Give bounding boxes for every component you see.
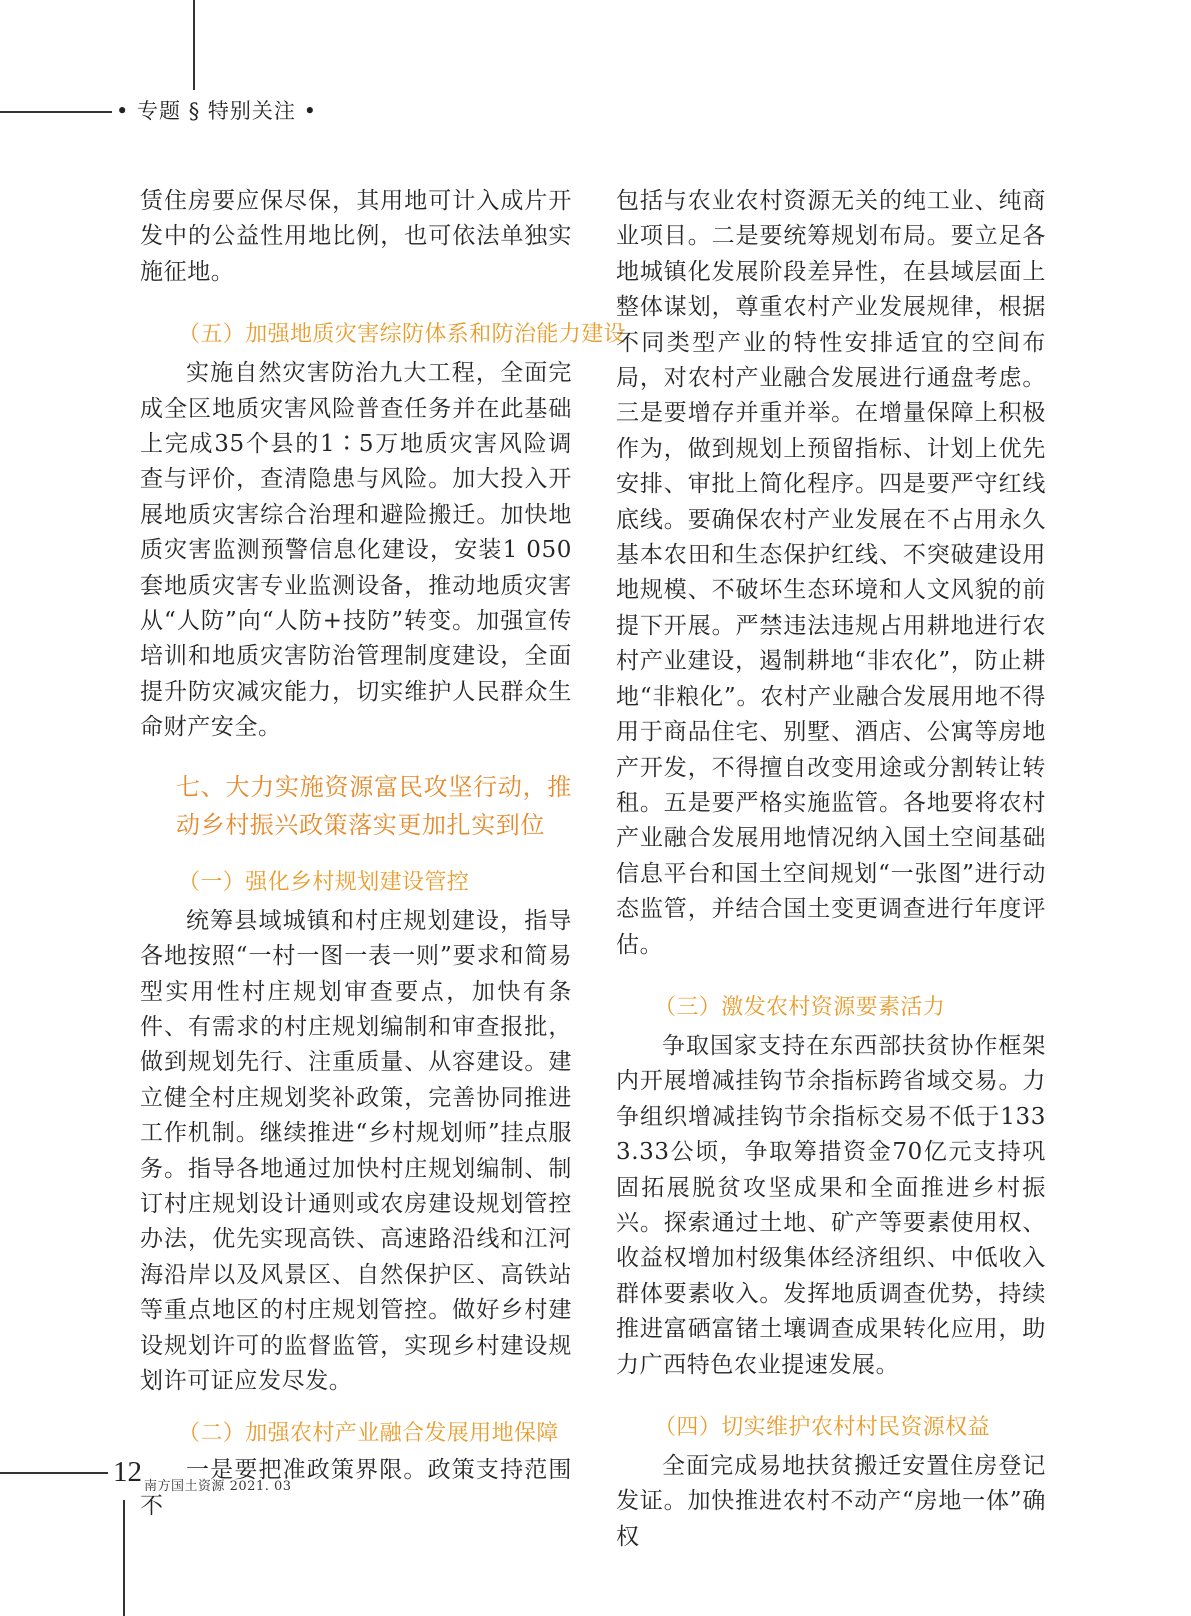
page-number: 12	[113, 1456, 142, 1488]
paragraph: 实施自然灾害防治九大工程，全面完成全区地质灾害风险普查任务并在此基础上完成35个县的1∶5万地质灾害风险调查与评价，查清隐患与风险。加大投入开展地质灾害综合治理和避险搬迁。加快地质灾害监测预警信息化建设，安装1 050套地质灾害专业监测设备，推动地质灾害从“人防”向“人防+技防”转变。加强宣传培训和地质灾害防治管理制度建设，全面提升防灾减灾能力，切实维护人民群众生命财产安全。	[140, 360, 572, 741]
right-column	[616, 184, 1046, 1555]
paragraph: 一是要把准政策界限。政策支持范围不	[140, 1457, 572, 1519]
paragraph: 争取国家支持在东西部扶贫协作框架内开展增减挂钩节余指标跨省域交易。力争组织增减挂钩节余指标交易不低于1333.33公顷，争取筹措资金70亿元支持巩固拓展脱贫攻坚成果和全面推进乡村振兴。探索通过土地、矿产等要素使用权、收益权增加村级集体经济组织、中低收入群体要素收入。发挥地质调查优势，持续推进富硒富锗土壤调查成果转化应用，助力广西特色农业提速发展。	[616, 1032, 1046, 1378]
subsection-heading: （四）切实维护农村村民资源权益	[654, 1415, 991, 1440]
header-vertical-rule	[193, 0, 195, 90]
paragraph: 统筹县域城镇和村庄规划建设，指导各地按照“一村一图一表一则”要求和简易型实用性村庄规划审查要点，加快有条件、有需求的村庄规划编制和审查报批，做到规划先行、注重质量、从容建设。建立健全村庄规划奖补政策，完善协同推进工作机制。继续推进“乡村规划师”挂点服务。指导各地通过加快村庄规划编制、制订村庄规划设计通则或农房建设规划管控办法，优先实现高铁、高速路沿线和江河海沿岸以及风景区、自然保护区、高铁站等重点地区的村庄规划管控。做好乡村建设规划许可的监督监管，实现乡村建设规划许可证应发尽发。	[140, 907, 572, 1394]
footer-vertical-rule	[123, 1500, 125, 1616]
subsection-heading: （二）加强农村产业融合发展用地保障	[178, 1421, 559, 1447]
subsection-heading: （三）激发农村资源要素活力	[654, 994, 946, 1020]
footer-horizontal-rule	[0, 1472, 108, 1474]
left-column	[140, 184, 627, 1524]
column-header-label: • 专题 § 特别关注 •	[116, 99, 317, 123]
paragraph: 包括与农业农村资源无关的纯工业、纯商业项目。二是要统筹规划布局。要立足各地城镇化发展阶段差异性，在县域层面上整体谋划，尊重农村产业发展规律，根据不同类型产业的特性安排适宜的空间布局，对农村产业融合发展进行通盘考虑。三是要增存并重并举。在增量保障上积极作为，做到规划上预留指标、计划上优先安排、审批上简化程序。四是要严守红线底线。要确保农村产业发展在不占用永久基本农田和生态保护红线、不突破建设用地规模、不破坏生态环境和人文风貌的前提下开展。严禁违法违规占用耕地进行农村产业建设，遏制耕地“非农化”，防止耕地“非粮化”。农村产业融合发展用地不得用于商品住宅、别墅、酒店、公寓等房地产开发，不得擅自改变用途或分割转让转租。五是要严格实施监管。各地要将农村产业融合发展用地情况纳入国土空间基础信息平台和国土空间规划“一张图”进行动态监管，并结合国土变更调查进行年度评估。	[616, 188, 1046, 958]
subsection-heading: （一）强化乡村规划建设管控	[178, 869, 470, 895]
paragraph: 全面完成易地扶贫搬迁安置住房登记发证。加快推进农村不动产“房地一体”确权	[616, 1453, 1046, 1550]
paragraph: 赁住房要应保尽保，其用地可计入成片开发中的公益性用地比例，也可依法单独实施征地。	[140, 188, 572, 285]
header-horizontal-rule	[0, 111, 112, 113]
subsection-heading: （五）加强地质灾害综防体系和防治能力建设	[178, 322, 627, 348]
publication-source: 南方国土资源 2021. 03	[144, 1479, 292, 1494]
section-heading: 七、大力实施资源富民攻坚行动，推动乡村振兴政策落实更加扎实到位	[176, 772, 572, 839]
